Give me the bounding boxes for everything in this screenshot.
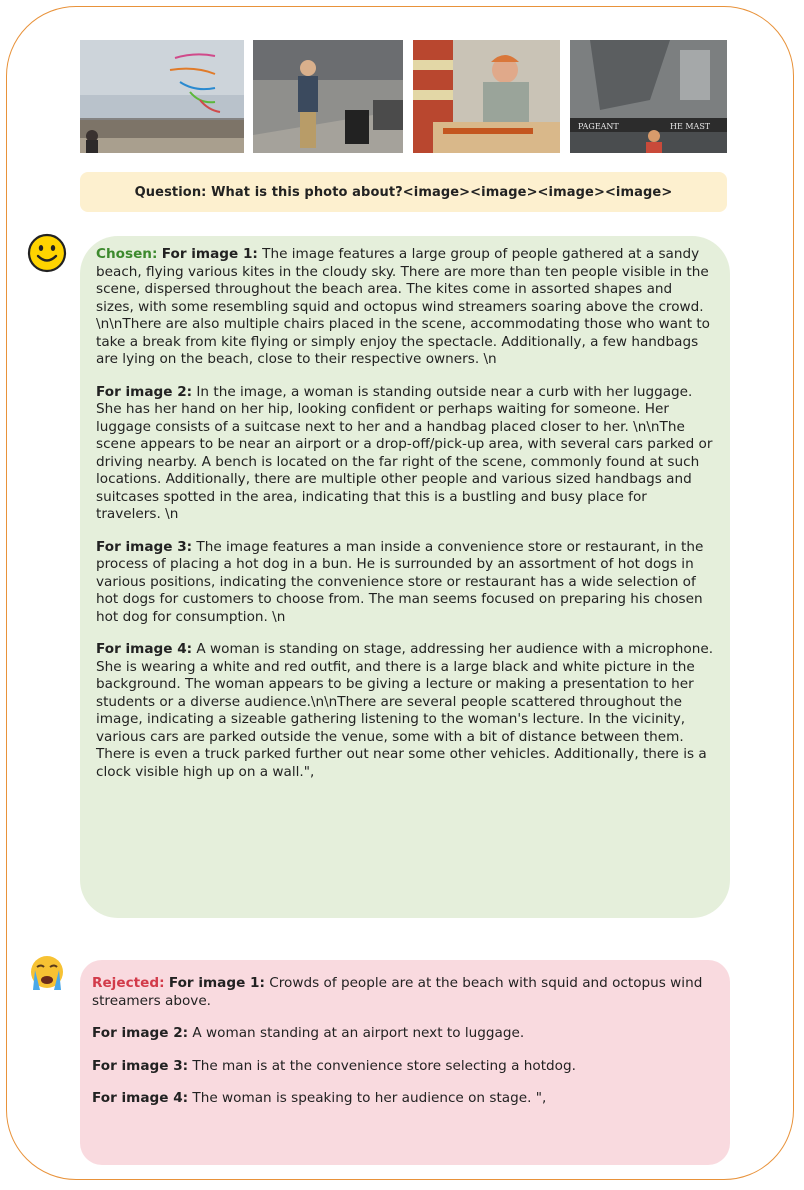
rejected-response (80, 960, 730, 1165)
rejected-item-title: For image 2: (92, 1025, 189, 1041)
chosen-item-3 (96, 539, 714, 627)
photo-sign-right: HE MAST (670, 122, 711, 131)
chosen-response (80, 236, 730, 918)
photo-sign-left: PAGEANT (578, 122, 619, 131)
rejected-item-text: Crowds of people are at the beach with squid and octopus wind streamers above. (92, 975, 703, 1009)
rejected-item-text: The man is at the convenience store selecting a hotdog. (192, 1057, 576, 1074)
chosen-item-4 (96, 641, 714, 781)
chosen-item-text: The image features a man inside a convenience store or restaurant, in the process of placing a hot dog in a bun. He is surrounded by an assortment of hot dogs in various positions, indicating the convenience store or restaurant has a wide selection of hot dogs for customers to choose from. The man seems focused on preparing his chosen hot dog for consumption. \n (96, 538, 704, 625)
smiling-face-icon (26, 232, 68, 274)
rejected-item-3 (92, 1058, 718, 1076)
crying-face-icon (26, 952, 68, 994)
rejected-item-1 (92, 975, 718, 1010)
photo-woman-luggage (253, 40, 403, 153)
photo-man-hotdogs (413, 40, 560, 153)
rejected-item-title: For image 1: (168, 975, 265, 991)
chosen-item-text: The image features a large group of people gathered at a sandy beach, flying various kites in the cloudy sky. There are more than ten people visible in the scene, dispersed throughout the beach area. The kites come in assorted shapes and sizes, with some resembling squid and octopus wind streamers soaring above the crowd. \n\nThere are also multiple chairs placed in the scene, accommodating those who want to take a break from kite flying or simply enjoy the spectacle. Additionally, a few handbags are lying on the beach, close to their respective owners. \n (96, 246, 710, 367)
chosen-item-title: For image 2: (96, 383, 193, 400)
rejected-item-title: For image 4: (92, 1090, 189, 1106)
rejected-item-4 (92, 1090, 718, 1108)
chosen-item-1 (96, 246, 714, 369)
photo-woman-stage (570, 40, 727, 153)
chosen-item-title: For image 3: (96, 538, 193, 555)
rejected-item-text: A woman standing at an airport next to luggage. (192, 1025, 525, 1041)
chosen-item-text: In the image, a woman is standing outside near a curb with her luggage. She has her hand on her hip, looking confident or perhaps waiting for someone. Her luggage consists of a suitcase next to her and a handbag placed closer to her. \n\nThe scene appears to be near an airport or a drop-off/pick-up area, with several cars parked or driving nearby. A bench is located on the far right of the scene, commonly found at such locations. Additionally, there are multiple other people and various sized handbags and suitcases spotted in the area, indicating that this is a bustling and busy place for travelers. \n (96, 383, 713, 522)
rejected-item-2 (92, 1025, 718, 1043)
chosen-item-2 (96, 384, 714, 524)
chosen-label: Chosen: (96, 246, 158, 262)
question-bar (80, 172, 727, 212)
rejected-item-title: For image 3: (92, 1057, 189, 1074)
chosen-item-title: For image 4: (96, 641, 193, 657)
photo-beach-kites (80, 40, 244, 153)
question-text: Question: What is this photo about?<image><image><image><image> (134, 184, 673, 200)
chosen-item-title: For image 1: (161, 246, 258, 262)
rejected-item-text: The woman is speaking to her audience on stage. ", (192, 1090, 547, 1106)
rejected-label: Rejected: (92, 975, 165, 991)
chosen-item-text: A woman is standing on stage, addressing her audience with a microphone. She is wearing a white and red outfit, and there is a large black and white picture in the background. The woman appears to be giving a lecture or making a presentation to her students or a diverse audience.\n\nThere are several people scattered throughout the image, indicating a sizeable gathering listening to the woman's lecture. In the vicinity, various cars are parked outside the venue, some with a bit of distance between them. There is even a truck parked further out near some other vehicles. Additionally, there is a clock visible high up on a wall.", (96, 641, 714, 780)
